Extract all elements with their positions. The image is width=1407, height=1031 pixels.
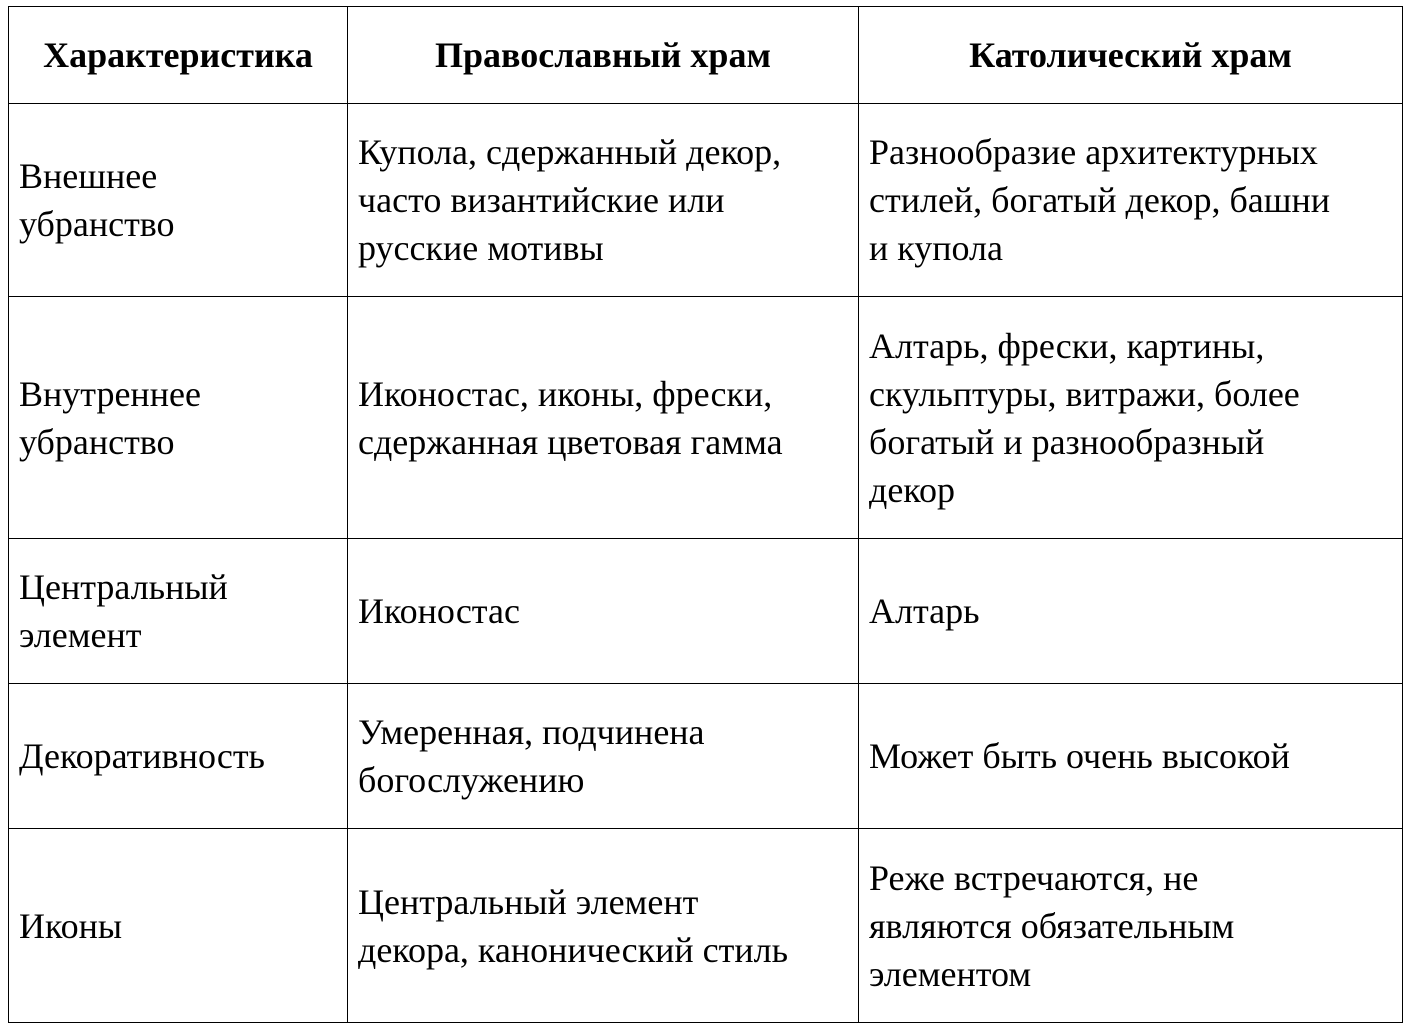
catholic-cell [859, 539, 1403, 684]
cell-text-line: Внешнее [19, 156, 158, 196]
orthodox-cell [348, 684, 859, 829]
cell-text-line: Иконостас, иконы, фрески, [358, 373, 773, 414]
cell-text-line: сдержанная цветовая гамма [358, 421, 783, 462]
cell-text-line: Алтарь [869, 591, 980, 631]
cell-text-line: Купола, сдержанный декор, [358, 132, 782, 172]
cell-text-line: Декоративность [19, 736, 265, 776]
characteristic-cell [9, 104, 348, 297]
cell-text-line: богатый и разнообразный [869, 421, 1265, 462]
characteristic-cell [9, 684, 348, 829]
cell-text-line: Центральный элемент [358, 881, 699, 922]
catholic-cell [859, 104, 1403, 297]
comparison-table [8, 6, 1403, 1023]
orthodox-cell [348, 104, 859, 297]
cell-text-line: декор [869, 469, 955, 510]
cell-text-line: Разнообразие архитектурных [869, 132, 1318, 172]
cell-text-line: Иконостас [358, 591, 520, 631]
header-catholic: Католический храм [859, 7, 1403, 104]
table-row [9, 829, 1403, 1023]
cell-text-line: Центральный [19, 567, 228, 607]
header-orthodox: Православный храм [348, 7, 859, 104]
header-row [9, 7, 1403, 104]
characteristic-cell [9, 539, 348, 684]
cell-text-line: Умеренная, подчинена [358, 712, 705, 752]
cell-text-line: элемент [19, 615, 142, 655]
comparison-table-wrapper [8, 6, 1403, 1023]
cell-text-line: Реже встречаются, не [869, 857, 1199, 898]
orthodox-cell [348, 297, 859, 539]
cell-text-line: русские мотивы [358, 228, 604, 268]
header-characteristic: Характеристика [9, 7, 348, 104]
cell-text-line: Внутреннее [19, 373, 201, 414]
cell-text-line: часто византийские или [358, 180, 725, 220]
catholic-cell [859, 829, 1403, 1023]
cell-text-line: стилей, богатый декор, башни [869, 180, 1331, 220]
cell-text-line: Иконы [19, 905, 123, 946]
cell-text-line: Может быть очень высокой [869, 736, 1290, 776]
cell-text-line: являются обязательным [869, 905, 1235, 946]
cell-text-line: убранство [19, 421, 175, 462]
cell-text-line: скульптуры, витражи, более [869, 373, 1300, 414]
table-row [9, 297, 1403, 539]
cell-text-line: декора, канонический стиль [358, 929, 788, 970]
orthodox-cell [348, 539, 859, 684]
characteristic-cell [9, 297, 348, 539]
table-row [9, 104, 1403, 297]
table-row [9, 684, 1403, 829]
cell-text-line: и купола [869, 228, 1003, 268]
characteristic-cell [9, 829, 348, 1023]
orthodox-cell [348, 829, 859, 1023]
catholic-cell [859, 297, 1403, 539]
cell-text-line: богослужению [358, 760, 585, 800]
cell-text-line: элементом [869, 953, 1032, 994]
cell-text-line: Алтарь, фрески, картины, [869, 325, 1265, 366]
cell-text-line: убранство [19, 204, 175, 244]
catholic-cell [859, 684, 1403, 829]
table-row [9, 539, 1403, 684]
